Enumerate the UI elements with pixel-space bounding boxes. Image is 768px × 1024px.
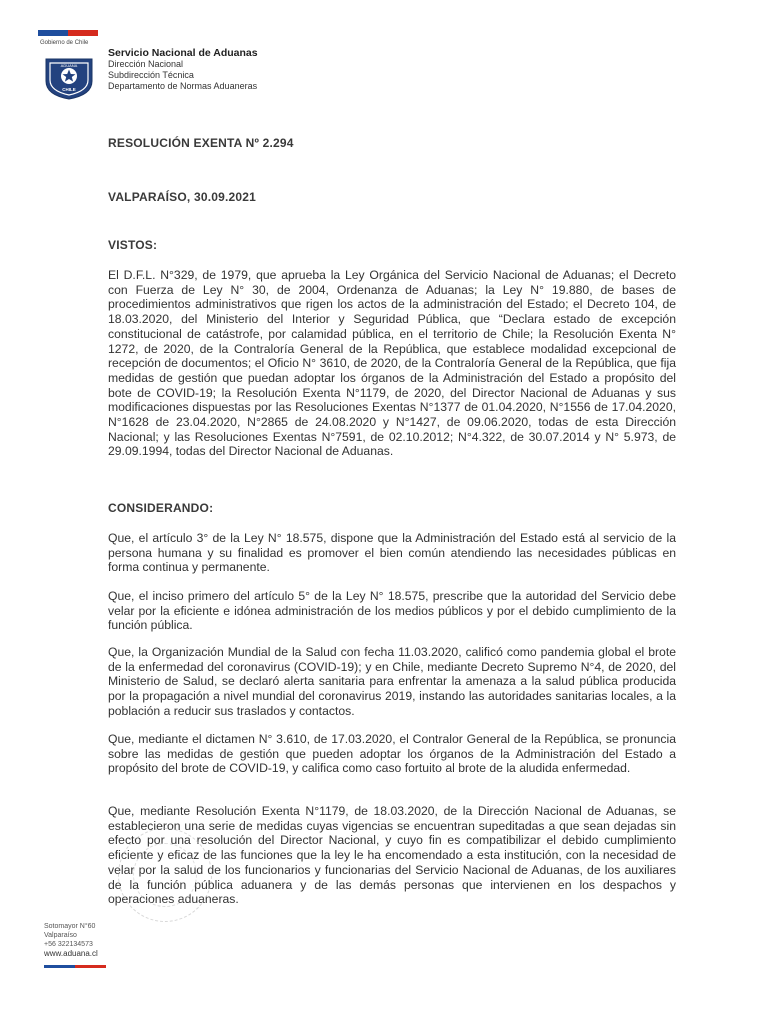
government-label: Gobierno de Chile bbox=[40, 40, 89, 46]
agency-name: Servicio Nacional de Aduanas bbox=[108, 47, 258, 59]
received-stamp bbox=[118, 828, 212, 922]
vistos-heading: VISTOS: bbox=[108, 238, 158, 252]
government-flag-bar bbox=[38, 30, 98, 36]
flag-blue-segment bbox=[38, 30, 68, 36]
considerando-paragraph-4: Que, mediante el dictamen N° 3.610, de 17.03.2020, el Contralor General de la República, se pronuncia sobre las medidas de gestión que pueden adoptar los órganos de la Administración del Estado a propósito del brote de COVID-19, y califica como caso fortuito al brote de la aludida enfermedad. bbox=[108, 732, 676, 776]
seal-subtext: CHILE bbox=[62, 87, 76, 92]
vistos-paragraph: El D.F.L. N°329, de 1979, que aprueba la Ley Orgánica del Servicio Nacional de Aduanas; el Decreto con Fuerza de Ley N° 30, de 2004, Ordenanza de Aduanas; la Ley N° 19.880, de bases de procedimientos administrativos que rigen los actos de la administración del Estado; el Decreto 104, de 18.03.2020, del Ministerio del Interior y Seguridad Pública, que “Declara estado de excepción constitucional de catástrofe, por calamidad pública, en el territorio de Chile; la Resolución Exenta N° 1272, de 2020, de la Contraloría General de la República, que establece modalidad excepcional de recepción de documentos; el Oficio N° 3610, de 2020, de la Contraloría General de la República, que fija medidas de gestión que puedan adoptar los órganos de la Administración del Estado a propósito del bote de COVID-19; la Resolución Exenta N°1179, de 2020, del Director Nacional de Aduanas y sus modificaciones dispuestas por las Resoluciones Exentas N°1377 de 01.04.2020, N°1556 de 17.04.2020, N°1628 de 23.04.2020, N°2865 de 24.08.2020 y N°1427, de 09.06.2020, todas de esta Dirección Nacional; y las Resoluciones Exentas N°7591, de 02.10.2012; N°4.322, de 30.07.2014 y N° 5.973, de 29.09.1994, todas del Director Nacional de Aduanas. bbox=[108, 268, 676, 459]
considerando-paragraph-2: Que, el inciso primero del artículo 5° de la Ley N° 18.575, prescribe que la autoridad del Servicio debe velar por la eficiente e idónea administración de los medios públicos y por el debido cumplimiento de la función pública. bbox=[108, 589, 676, 633]
agency-header bbox=[108, 48, 258, 92]
footer-contact bbox=[44, 922, 98, 958]
flag-red-segment bbox=[68, 30, 98, 36]
footer-phone: +56 322134573 bbox=[44, 941, 93, 948]
footer-flag-bar bbox=[44, 965, 106, 968]
agency-line-departamento: Departamento de Normas Aduaneras bbox=[108, 81, 258, 91]
considerando-paragraph-5: Que, mediante Resolución Exenta N°1179, de 18.03.2020, de la Dirección Nacional de Aduanas, se establecieron una serie de medidas cuyas vigencias se encuentran supeditadas a que sean dejadas sin efecto por una resolución del Director Nacional, y cuyo fin es compatibilizar el debido cumplimiento eficiente y eficaz de las funciones que la ley le ha encomendado a esta institución, con la necesidad de velar por la salud de los funcionarios y funcionarias del Servicio Nacional de Aduanas, de los auxiliares de la función pública aduanera y de las demás personas que intervienen en los despachos y operaciones aduaneras. bbox=[108, 804, 676, 907]
footer-blue-segment bbox=[44, 965, 75, 968]
resolution-number: RESOLUCIÓN EXENTA Nº 2.294 bbox=[108, 136, 294, 150]
footer-website-link[interactable]: www.aduana.cl bbox=[44, 949, 98, 958]
considerando-paragraph-1: Que, el artículo 3° de la Ley N° 18.575, dispone que la Administración del Estado está al servicio de la persona humana y su finalidad es promover el bien común atendiendo las necesidades públicas en forma continua y permanente. bbox=[108, 531, 676, 575]
footer-address: Sotomayor N°60 bbox=[44, 923, 96, 930]
place-date: VALPARAÍSO, 30.09.2021 bbox=[108, 190, 257, 204]
customs-seal-logo bbox=[42, 55, 96, 101]
considerando-heading: CONSIDERANDO: bbox=[108, 501, 214, 515]
footer-red-segment bbox=[75, 965, 106, 968]
footer-city: Valparaíso bbox=[44, 932, 77, 939]
agency-line-direccion: Dirección Nacional bbox=[108, 59, 184, 69]
agency-line-subdireccion: Subdirección Técnica bbox=[108, 70, 194, 80]
considerando-paragraph-3: Que, la Organización Mundial de la Salud con fecha 11.03.2020, calificó como pandemia global el brote de la enfermedad del coronavirus (COVID-19); y en Chile, mediante Decreto Supremo N°4, de 2020, del Ministerio de Salud, se declaró alerta sanitaria para enfrentar la amenaza a la salud pública producida por la propagación a nivel mundial del coronavirus 2019, instando las autoridades sanitarias locales, a la población a reducir sus traslados y contactos. bbox=[108, 645, 676, 718]
seal-text: ADUANA bbox=[60, 63, 78, 68]
